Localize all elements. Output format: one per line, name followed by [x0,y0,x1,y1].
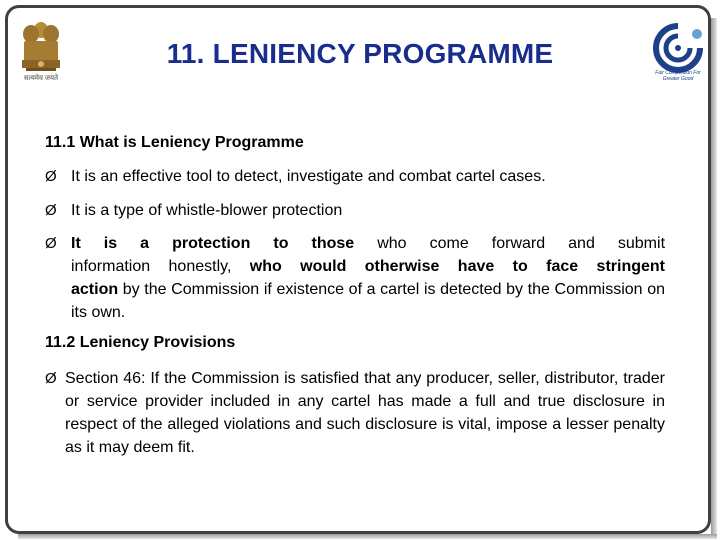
list-item [45,232,665,324]
list-item [45,199,665,222]
bullet-text-part: information honestly, [71,258,250,275]
page-title: 11. LENIENCY PROGRAMME [166,38,554,69]
bullet-arrow-icon: Ø [45,370,57,387]
section-heading-provisions: 11.2 Leniency Provisions [45,334,236,351]
bullet-arrow-icon: Ø [45,202,57,219]
bullet-bold-text: action [71,281,119,298]
list-item [45,367,665,459]
bullet-text-part: by the Commission if existence of a cartel is detected by the Commission on its own. [71,281,665,321]
bullet-arrow-icon: Ø [45,235,57,252]
list-item [45,165,665,188]
bullet-text: It is a type of whistle-blower protection [71,202,343,219]
frame-shadow-bottom [18,534,717,539]
section-heading-what-is: 11.1 What is Leniency Programme [45,134,304,151]
bullet-bold-text: who would otherwise have to face stringent [249,258,665,275]
emblem-caption: सत्यमेव जयते [23,75,59,82]
bullet-bold-text: It is a protection to those [71,235,355,252]
bullet-arrow-icon: Ø [45,168,57,185]
bullet-text: Section 46: If the Commission is satisfied that any producer, seller, distributor, trader or service provider included in any cartel has made a full and true disclosure in respect of the alleged violations and such disclosure is vital, impose a lesser penalty as it may deem fit. [65,370,665,456]
frame-shadow-right [711,18,717,537]
logo-caption: Fair Competition For Greater Good [655,70,701,82]
bullet-text [71,232,665,324]
bullet-text-part: who come forward and submit [354,235,666,252]
bullet-text: It is an effective tool to detect, investigate and combat cartel cases. [71,168,546,185]
